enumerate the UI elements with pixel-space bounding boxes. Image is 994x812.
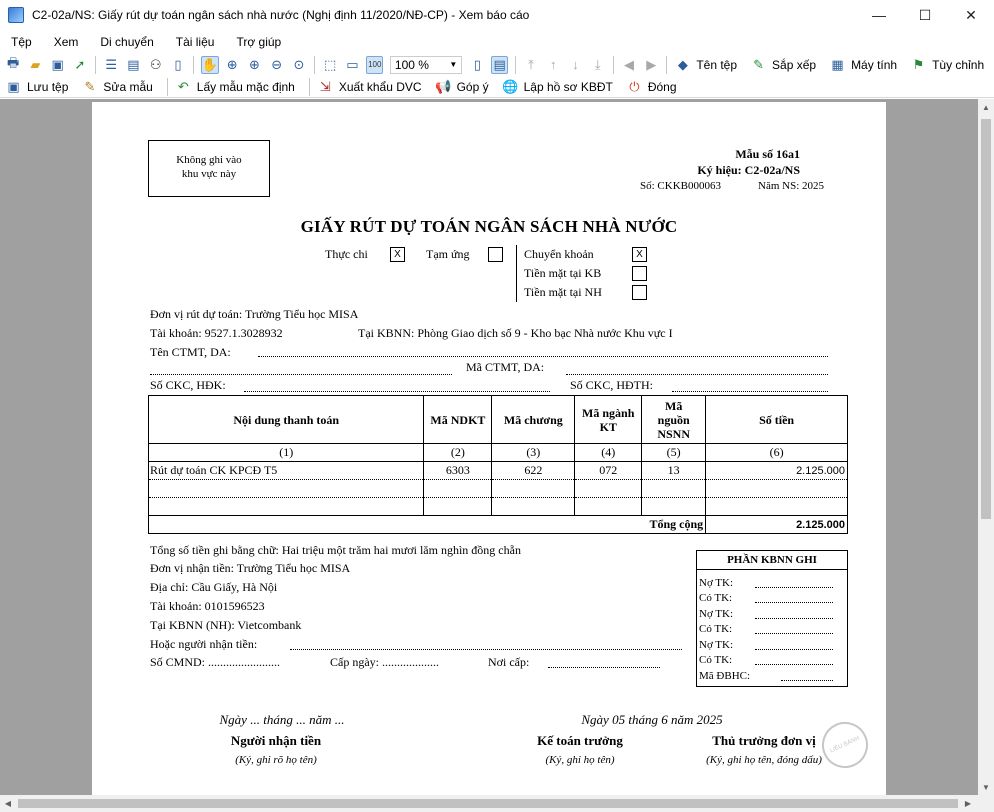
receiver-address: Địa chỉ: Cầu Giấy, Hà Nội — [150, 580, 278, 594]
last-page-icon[interactable]: ⤓ — [594, 56, 601, 72]
separator — [167, 78, 168, 96]
separator — [666, 56, 667, 74]
zoom-fit-icon[interactable]: ⊙ — [293, 56, 305, 72]
debit-account-2: Nợ TK: — [699, 608, 734, 620]
col-number: (2) — [424, 444, 492, 462]
page-width-icon[interactable]: ⬚ — [324, 56, 337, 72]
program-name-label: Tên CTMT, DA: — [150, 345, 231, 359]
report-page — [92, 102, 886, 795]
dotted-line — [755, 618, 833, 619]
form-identifier — [697, 146, 800, 178]
table-header-row — [149, 396, 848, 444]
scroll-up-icon[interactable]: ▲ — [982, 102, 990, 112]
zoom-tool-icon[interactable]: ⊕ — [226, 56, 238, 72]
receiver-note: (Ký, ghi rõ họ tên) — [235, 754, 317, 766]
menu-tai-lieu[interactable]: Tài liệu — [175, 35, 215, 49]
scroll-down-icon[interactable]: ▼ — [982, 782, 990, 792]
dotted-line — [244, 391, 550, 392]
customize-button[interactable]: ⚑ Tùy chỉnh — [907, 56, 994, 74]
table-row-empty — [149, 498, 848, 516]
vertical-scrollbar[interactable] — [978, 99, 994, 795]
receiver-block — [198, 733, 354, 766]
calculator-button[interactable]: ▦ Máy tính — [826, 56, 907, 74]
scroll-left-icon[interactable]: ◀ — [4, 799, 12, 808]
account-number: Tài khoản: 9527.1.3028932 — [150, 326, 283, 340]
transfer-checkbox[interactable]: X — [632, 247, 647, 262]
chevron-down-icon: ▼ — [449, 60, 458, 69]
admin-unit-code: Mã ĐBHC: — [699, 670, 751, 682]
document-number: Số: CKKB000063 — [640, 180, 721, 192]
no-write-area-box — [148, 140, 270, 197]
cash-kb-checkbox[interactable] — [632, 266, 647, 281]
zoom-in-icon[interactable]: ⊕ — [248, 56, 260, 72]
dotted-line — [755, 664, 833, 665]
row-sector: 072 — [575, 462, 642, 480]
zoom-value: 100 % — [394, 57, 429, 72]
advance-checkbox[interactable] — [488, 247, 503, 262]
hand-tool-icon[interactable]: ✋ — [201, 56, 218, 72]
dotted-line — [290, 649, 682, 650]
menu-bar — [0, 31, 994, 53]
horizontal-scrollbar[interactable] — [0, 795, 994, 812]
budget-year: Năm NS: 2025 — [758, 180, 824, 192]
horizontal-scroll-thumb[interactable] — [18, 799, 958, 808]
report-viewer[interactable] — [0, 99, 978, 795]
dotted-line — [566, 374, 828, 375]
receiving-unit: Đơn vị nhận tiền: Trường Tiểu học MISA — [150, 561, 351, 575]
actual-spend-label: Thực chi — [325, 247, 368, 261]
title-bar — [0, 0, 994, 30]
separator — [193, 56, 194, 74]
treasury-section-header: PHẦN KBNN GHI — [697, 551, 847, 570]
calculator-icon: ▦ — [831, 56, 844, 72]
toolbar-main — [0, 53, 994, 76]
arrange-button[interactable]: ✎ Sắp xếp — [747, 56, 826, 74]
id-number: Số CMND: ........................ — [150, 655, 281, 669]
total-row — [149, 516, 848, 534]
sign-date: Ngày 05 tháng 6 năm 2025 — [581, 712, 723, 727]
file-name-button[interactable]: ◆ Tên tệp — [671, 56, 747, 74]
credit-account-3: Có TK: — [699, 654, 733, 666]
save-icon: ▣ — [7, 78, 20, 94]
menu-di-chuyen[interactable]: Di chuyển — [100, 35, 154, 49]
export-dvc-button[interactable]: ⇲ Xuất khẩu DVC — [314, 78, 432, 96]
row-amount: 2.125.000 — [706, 462, 848, 480]
receiver-title: Người nhận tiền — [230, 733, 322, 748]
find-icon[interactable]: ⚇ — [149, 56, 162, 72]
form-number: Mẫu số 16a1 — [735, 147, 800, 161]
table-row-empty — [149, 480, 848, 498]
chief-accountant-title: Kế toán trưởng — [537, 733, 623, 748]
dotted-line — [672, 391, 828, 392]
menu-xem[interactable]: Xem — [53, 35, 79, 49]
cash-nh-label: Tiền mặt tại NH — [524, 285, 602, 299]
dotted-line — [548, 667, 660, 668]
chief-accountant-block — [502, 733, 658, 766]
treasury-branch: Tại KBNN: Phòng Giao dịch số 9 - Kho bạc Nhà nước Khu vực I — [358, 326, 673, 340]
single-page-icon[interactable]: ▯ — [473, 56, 481, 72]
form-code: Ký hiệu: C2-02a/NS — [697, 163, 800, 177]
page-setup-icon[interactable]: ▤ — [127, 56, 140, 72]
feedback-button[interactable]: 📢 Góp ý — [434, 78, 489, 94]
globe-icon: 🌐 — [502, 78, 519, 94]
document-title: GIẤY RÚT DỰ TOÁN NGÂN SÁCH NHÀ NƯỚC — [300, 217, 678, 236]
ckc-hdth-label: Số CKC, HĐTH: — [570, 378, 654, 392]
prev-page-icon[interactable]: ↑ — [549, 57, 557, 72]
close-report-button[interactable]: ⏻ Đóng — [623, 78, 687, 96]
preview-icon[interactable]: ▯ — [174, 56, 182, 72]
separator — [309, 78, 310, 96]
next-page-icon[interactable]: ↓ — [572, 57, 579, 72]
first-page-icon[interactable]: ⤒ — [528, 56, 534, 72]
divider — [516, 245, 517, 302]
watermark-stamp: LIÊU BÁNH — [814, 714, 875, 775]
back-icon[interactable]: ◀ — [623, 56, 634, 72]
treasury-section-box — [696, 550, 848, 687]
separator — [613, 56, 614, 74]
dotted-line — [755, 649, 833, 650]
actual-spend-checkbox[interactable]: X — [390, 247, 405, 262]
no-write-line-1: Không ghi vào — [176, 154, 242, 166]
whole-page-icon[interactable]: ▭ — [346, 56, 359, 72]
default-template-button[interactable]: ↶ Lấy mẫu mặc định — [172, 78, 305, 96]
cash-nh-checkbox[interactable] — [632, 285, 647, 300]
undo-arrow-icon: ↶ — [177, 78, 189, 94]
ckc-hdk-label: Số CKC, HĐK: — [150, 378, 226, 392]
arrange-icon: ✎ — [753, 56, 764, 72]
header-cell: Nội dung thanh toán — [149, 396, 424, 444]
receiver-signature-block — [192, 712, 372, 728]
app-icon — [8, 7, 24, 23]
header-cell: Mã nguồn NSNN — [642, 396, 706, 444]
col-number: (6) — [706, 444, 848, 462]
receiver-account: Tài khoản: 0101596523 — [150, 599, 265, 613]
col-number: (4) — [575, 444, 642, 462]
dotted-line — [781, 680, 833, 681]
maximize-button[interactable]: ☐ — [918, 6, 932, 23]
head-of-unit-title: Thủ trưởng đơn vị — [712, 733, 816, 748]
header-cell: Số tiền — [706, 396, 848, 444]
col-number: (5) — [642, 444, 706, 462]
dotted-line — [755, 633, 833, 634]
credit-account-1: Có TK: — [699, 592, 733, 604]
payment-table — [148, 395, 848, 534]
receiver-bank: Tại KBNN (NH): Vietcombank — [150, 618, 302, 632]
header-cell: Mã NDKT — [424, 396, 492, 444]
create-kbdt-button[interactable]: 🌐 Lập hồ sơ KBĐT — [502, 78, 613, 94]
menu-tep[interactable]: Tệp — [11, 35, 32, 49]
total-label: Tổng cộng — [149, 516, 706, 534]
credit-account-2: Có TK: — [699, 623, 733, 635]
col-number: (3) — [492, 444, 575, 462]
program-code-label: Mã CTMT, DA: — [466, 360, 545, 374]
chief-accountant-note: (Ký, ghi họ tên) — [545, 754, 615, 766]
toolbar-secondary — [0, 76, 994, 98]
total-amount: 2.125.000 — [706, 516, 848, 534]
list-view-icon[interactable]: ☰ — [105, 56, 117, 72]
menu-tro-giup[interactable]: Trợ giúp — [236, 35, 282, 49]
window-title: C2-02a/NS: Giấy rút dự toán ngân sách nhà nước (Nghị định 11/2020/NĐ-CP) - Xem báo cáo — [32, 8, 530, 22]
no-write-line-2: khu vực này — [181, 168, 237, 180]
debit-account-3: Nợ TK: — [699, 639, 734, 651]
zoom-out-icon[interactable]: ⊖ — [271, 56, 283, 72]
row-ndkt: 6303 — [424, 462, 492, 480]
save-icon[interactable]: ▣ — [51, 56, 64, 72]
separator — [314, 56, 315, 74]
header-cell: Mã chương — [492, 396, 575, 444]
row-source: 13 — [642, 462, 706, 480]
advance-label: Tạm ứng — [426, 247, 470, 261]
vertical-scroll-thumb[interactable] — [981, 119, 991, 519]
save-file-button[interactable]: ▣ Lưu tệp — [2, 78, 78, 96]
sign-date-block — [552, 712, 752, 728]
issue-place-label: Nơi cấp: — [488, 655, 530, 669]
info-diamond-icon: ◆ — [677, 56, 688, 72]
dotted-line — [755, 587, 833, 588]
actual-size-icon[interactable]: 100 — [366, 56, 383, 74]
scroll-right-icon[interactable]: ▶ — [964, 799, 972, 808]
close-button[interactable]: ✕ — [965, 6, 977, 23]
or-receiver-label: Hoặc người nhận tiền: — [150, 637, 258, 651]
row-chapter: 622 — [492, 462, 575, 480]
forward-icon[interactable]: ▶ — [646, 56, 657, 72]
dotted-line — [755, 602, 833, 603]
export-icon: ⇲ — [319, 78, 331, 94]
export-icon[interactable]: ➚ — [74, 56, 86, 72]
dotted-line — [258, 356, 828, 357]
multi-page-icon[interactable]: ▤ — [491, 56, 508, 74]
customize-icon: ⚑ — [912, 56, 925, 72]
receiver-date: Ngày ... tháng ... năm ... — [219, 712, 345, 727]
cash-kb-label: Tiền mặt tại KB — [524, 266, 602, 280]
open-folder-icon[interactable]: ▰ — [30, 56, 41, 72]
power-icon: ⏻ — [629, 78, 640, 94]
separator — [515, 56, 516, 74]
head-of-unit-note: (Ký, ghi họ tên, đóng dấu) — [706, 754, 822, 766]
edit-template-button[interactable]: ✎ Sửa mẫu — [78, 78, 162, 96]
header-cell: Mã ngành KT — [575, 396, 642, 444]
print-icon[interactable]: 🖶 — [6, 54, 20, 70]
edit-icon: ✎ — [84, 78, 96, 94]
row-content: Rút dự toán CK KPCĐ T5 — [149, 462, 424, 480]
amount-in-words: Tổng số tiền ghi bằng chữ: Hai triệu một trăm hai mươi lăm nghìn đồng chẵn — [150, 543, 521, 557]
table-row — [149, 462, 848, 480]
megaphone-icon: 📢 — [434, 78, 452, 94]
debit-account-1: Nợ TK: — [699, 577, 734, 589]
transfer-label: Chuyển khoản — [524, 247, 594, 261]
issue-date: Cấp ngày: ................... — [330, 655, 439, 669]
separator — [95, 56, 96, 74]
zoom-select[interactable] — [390, 56, 462, 74]
col-number: (1) — [149, 444, 424, 462]
dotted-line — [150, 374, 452, 375]
withdrawing-unit: Đơn vị rút dự toán: Trường Tiểu học MISA — [150, 307, 359, 321]
minimize-button[interactable]: — — [872, 7, 886, 23]
column-number-row — [149, 444, 848, 462]
